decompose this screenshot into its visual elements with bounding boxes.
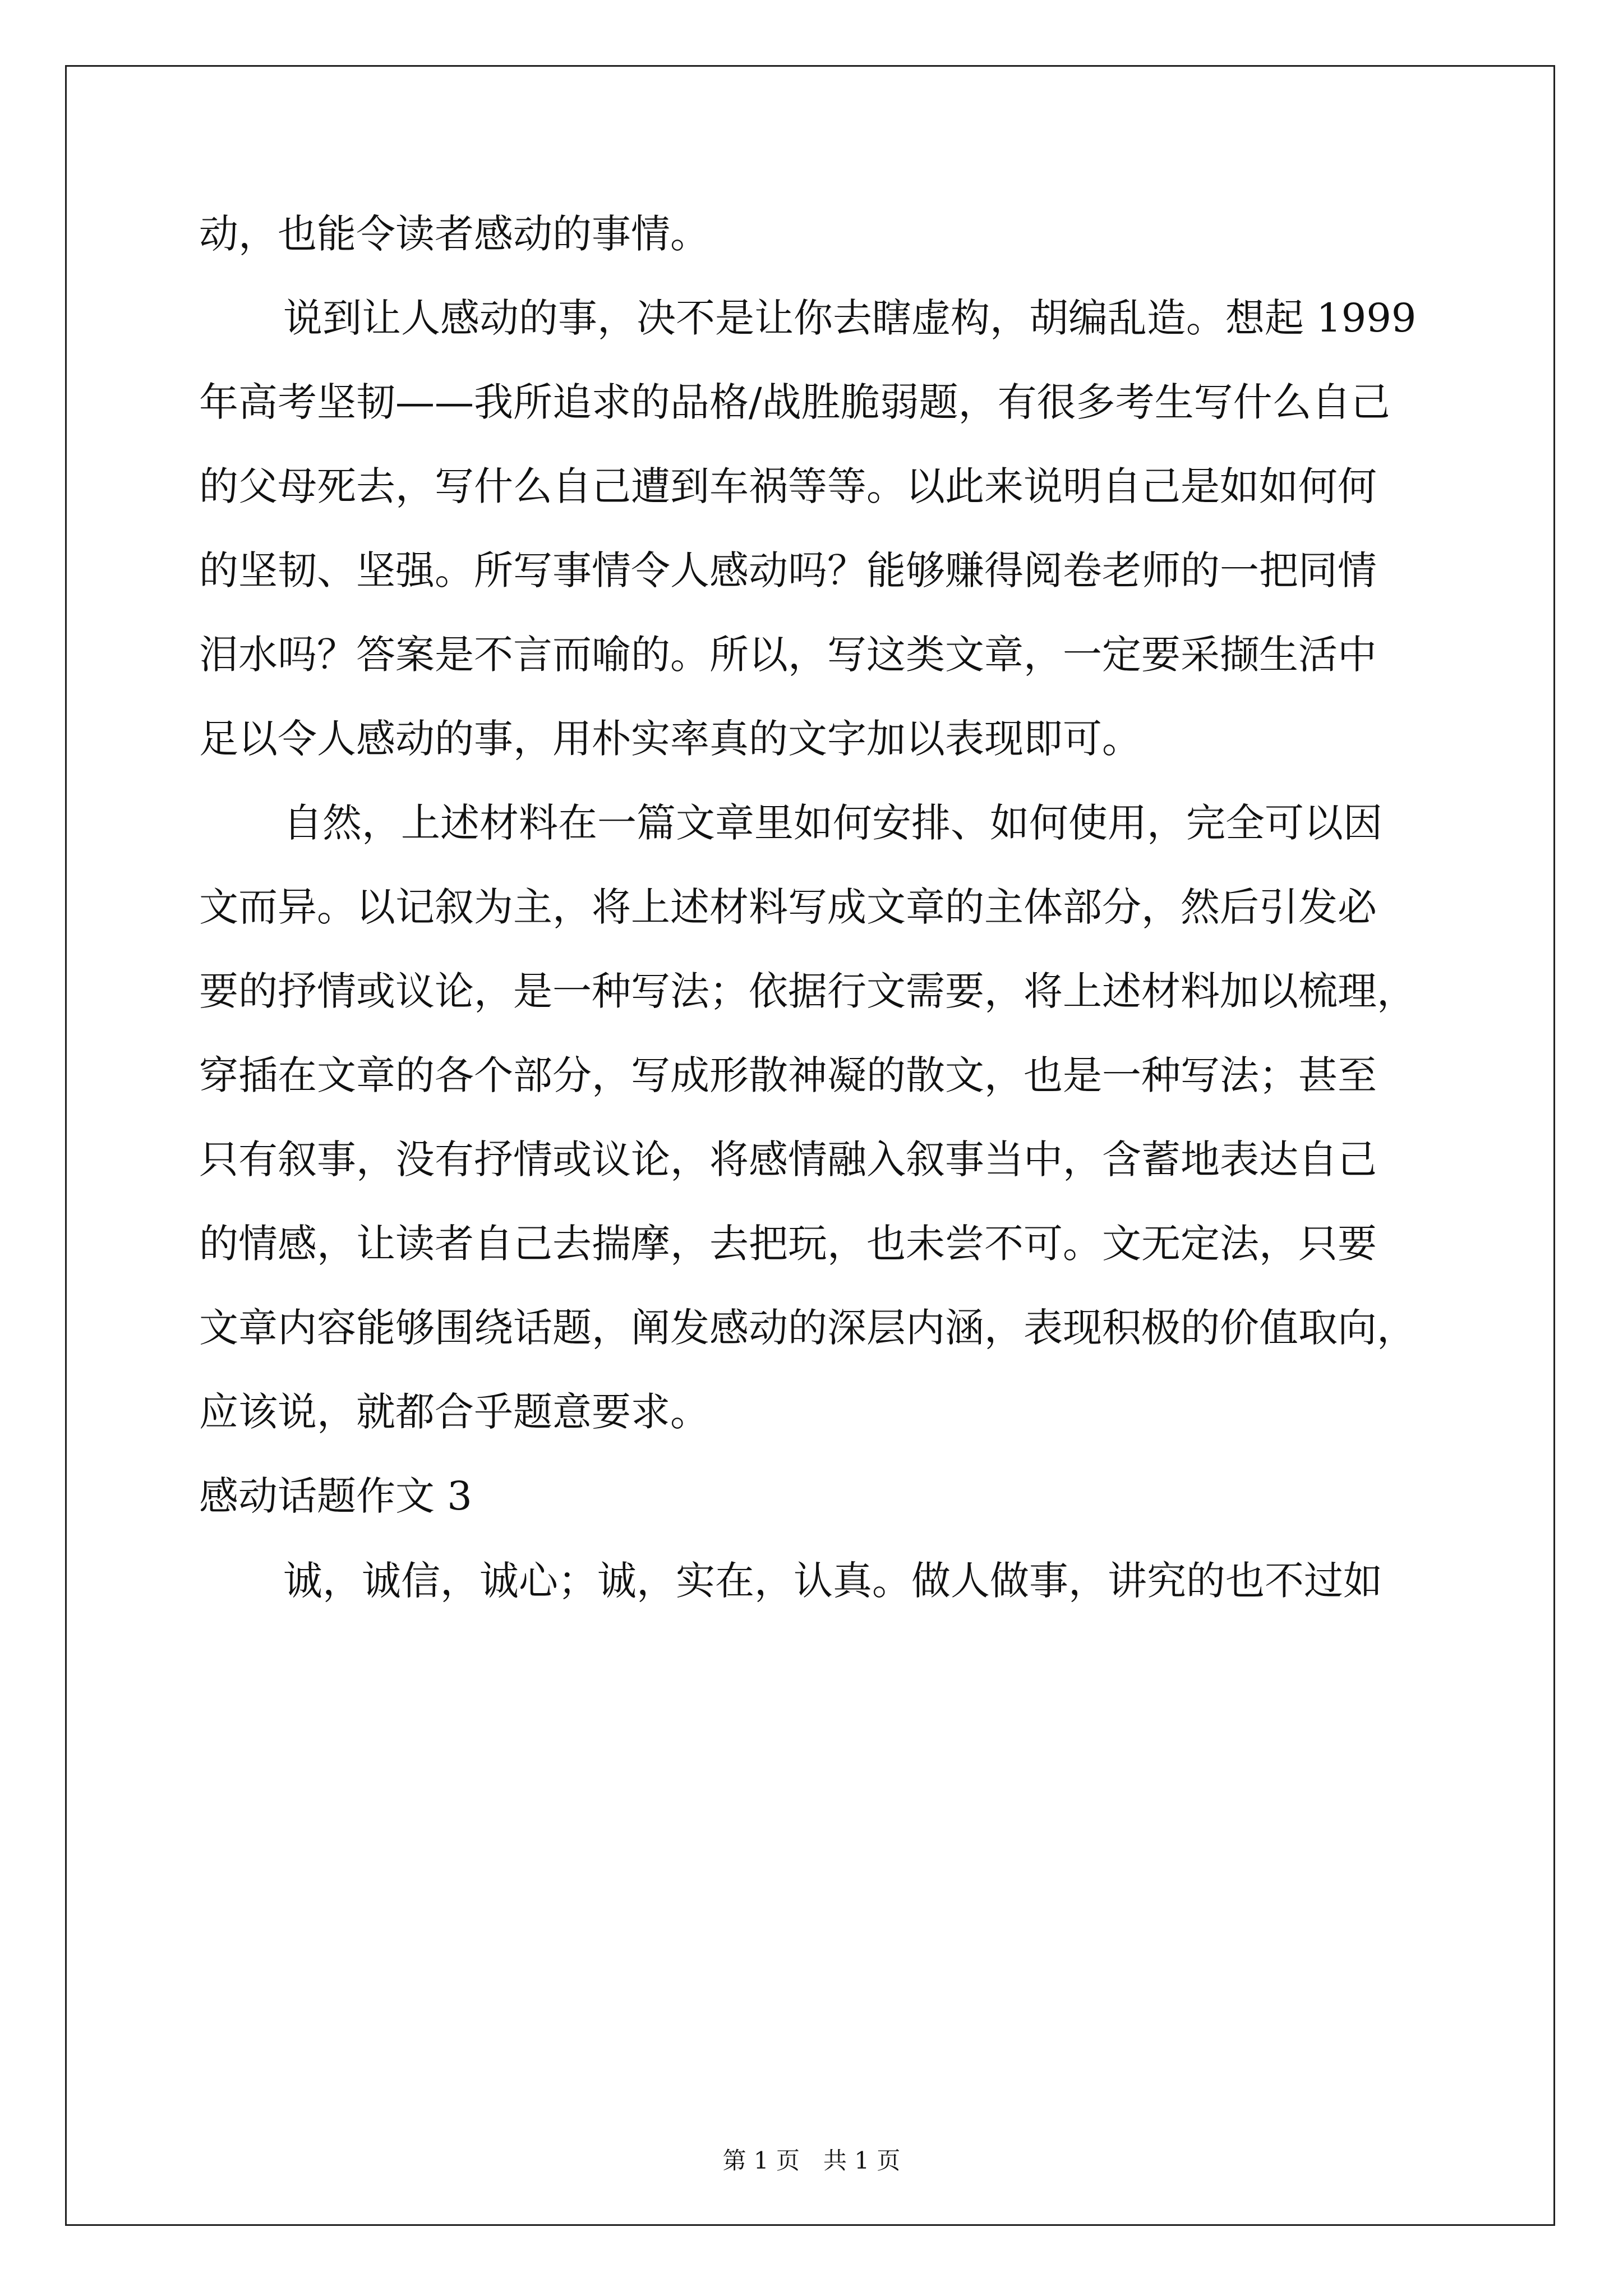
text-line: 要的抒情或议论，是一种写法；依据行文需要，将上述材料加以梳理， bbox=[199, 968, 1416, 1014]
text-line: 穿插在文章的各个部分，写成形散神凝的散文，也是一种写法；甚至 bbox=[199, 1052, 1377, 1098]
text-line: 诚，诚信，诚心；诚，实在，认真。做人做事，讲究的也不过如 bbox=[283, 1558, 1382, 1604]
text-line: 的情感，让读者自己去揣摩，去把玩，也未尝不可。文无定法，只要 bbox=[199, 1221, 1377, 1267]
text-line: 应该说，就都合乎题意要求。 bbox=[199, 1389, 709, 1435]
page-footer: 第 1 页 共 1 页 bbox=[722, 2147, 901, 2174]
text-line: 的坚韧、坚强。所写事情令人感动吗？能够赚得阅卷老师的一把同情 bbox=[199, 547, 1377, 593]
text-line: 自然，上述材料在一篇文章里如何安排、如何使用，完全可以因 bbox=[283, 800, 1382, 846]
text-line: 年高考坚韧——我所追求的品格/战胜脆弱题，有很多考生写什么自己 bbox=[199, 379, 1390, 425]
text-line: 文章内容能够围绕话题，阐发感动的深层内涵，表现积极的价值取向， bbox=[199, 1305, 1416, 1351]
text-line: 动，也能令读者感动的事情。 bbox=[199, 211, 709, 257]
section-heading: 感动话题作文 3 bbox=[199, 1473, 472, 1519]
text-line: 文而异。以记叙为主，将上述材料写成文章的主体部分，然后引发必 bbox=[199, 884, 1377, 930]
text-line: 足以令人感动的事，用朴实率真的文字加以表现即可。 bbox=[199, 716, 1141, 762]
text-line: 只有叙事，没有抒情或议论，将感情融入叙事当中，含蓄地表达自己 bbox=[199, 1137, 1377, 1182]
text-line: 说到让人感动的事，决不是让你去瞎虚构，胡编乱造。想起 1999 bbox=[283, 295, 1417, 341]
text-line: 泪水吗？答案是不言而喻的。所以，写这类文章，一定要采撷生活中 bbox=[199, 632, 1377, 678]
text-line: 的父母死去，写什么自己遭到车祸等等。以此来说明自己是如如何何 bbox=[199, 463, 1377, 509]
